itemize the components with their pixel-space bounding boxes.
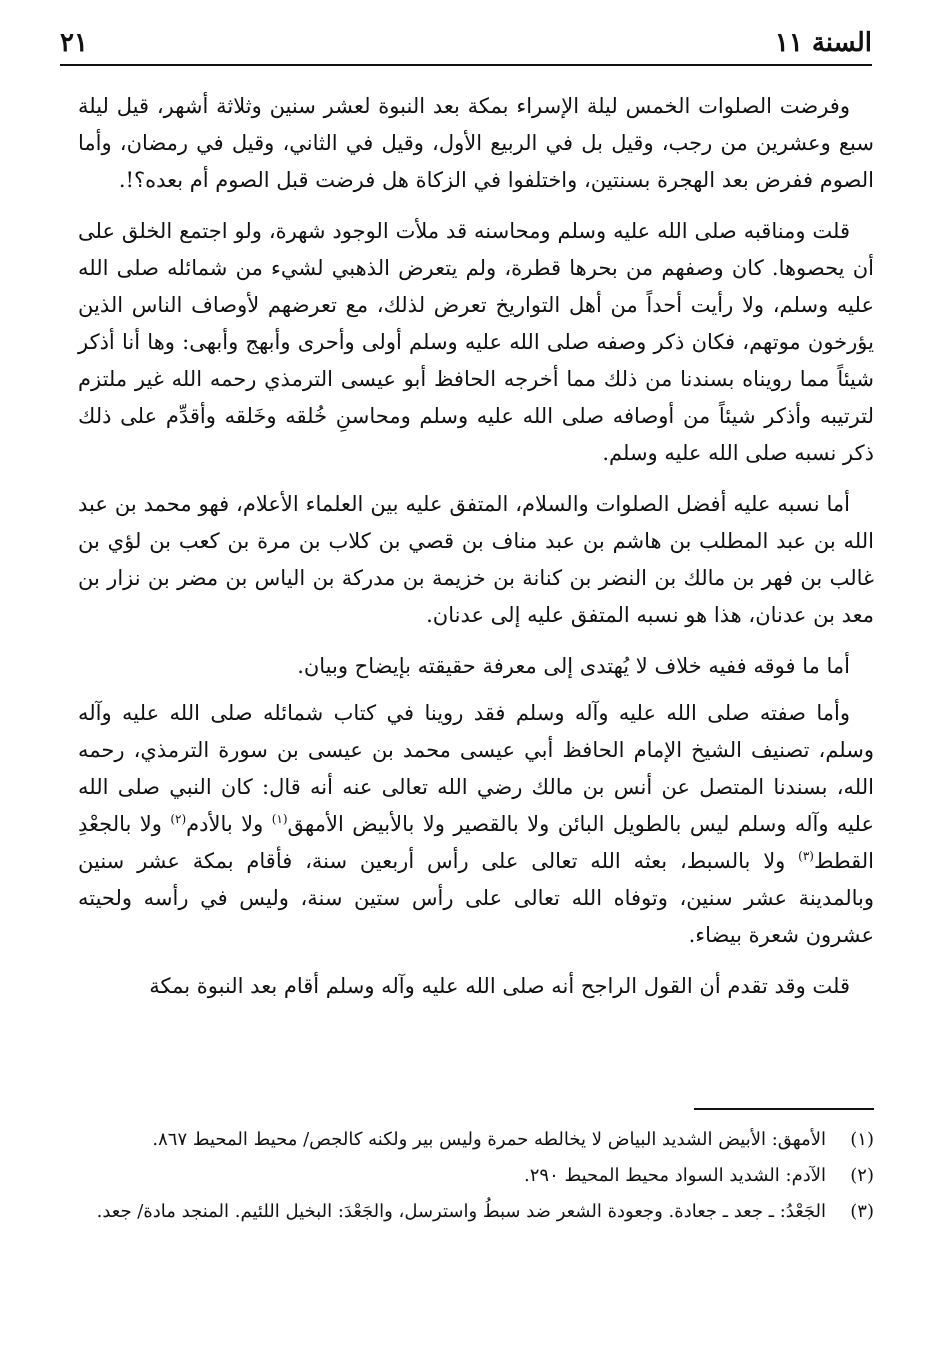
footnote-number: (١) <box>850 1129 874 1150</box>
running-head-year: السنة ١١ <box>774 28 872 58</box>
footnote-item <box>78 1196 874 1228</box>
footnote-ref: (٣) <box>798 849 814 863</box>
description-text: ولا بالجعْدِ القطط <box>78 812 874 873</box>
footnote-text: الآدم: الشديد السواد محيط المحيط ٢٩٠. <box>524 1165 826 1186</box>
footnote-ref: (١) <box>271 812 288 826</box>
paragraph-residence: قلت وقد تقدم أن القول الراجح أنه صلى الله عليه وآله وسلم أقام بعد النبوة بمكة <box>149 974 850 998</box>
page-number: ٢١ <box>60 28 88 58</box>
description-text: ولا بالسبط، بعثه الله تعالى على رأس أربعين سنة، فأقام بمكة عشر سنين وبالمدينة عشر سنين، وتوفاه الله تعالى على رأس ستين سنة، وليس في رأسه ولحيته عشرون شعرة بيضاء. <box>78 849 874 947</box>
paragraph-beyond-lineage: أما ما فوقه ففيه خلاف لا يُهتدى إلى معرفة حقيقته بإيضاح وبيان. <box>297 654 850 678</box>
footnote-item <box>78 1160 874 1192</box>
paragraph-description <box>78 695 874 954</box>
footnote-item <box>78 1124 874 1156</box>
footnote-divider <box>694 1108 874 1110</box>
footnote-number: (٣) <box>850 1201 874 1222</box>
paragraph-virtues: قلت ومناقبه صلى الله عليه وسلم ومحاسنه قد ملأت الوجود شهرة، ولو اجتمع الخلق على أن يحصوها. كان وصفهم من بحرها قطرة، ولم يتعرض الذهبي لشيء من شمائله صلى الله عليه وسلم، ولا رأيت أحداً من أهل التواريخ تعرض لذلك، مع تعرضهم لأوصاف الناس الذين يؤرخون موتهم، فكان ذكر وصفه صلى الله عليه وسلم أولى وأحرى وأبهج وأبهى: وها أنا أذكر شيئاً مما رويناه بسندنا من ذلك مما أخرجه الحافظ أبو عيسى الترمذي رحمه الله غير ملتزم لترتيبه وأذكر شيئاً من أوصافه صلى الله عليه وسلم ومحاسنِ خُلقه وخَلقه وأقدِّم على ذلك ذكر نسبه صلى الله عليه وسلم. <box>78 219 874 465</box>
description-text: ولا بالأدم <box>186 812 272 836</box>
main-text <box>78 88 874 1019</box>
paragraph-prayers: وفرضت الصلوات الخمس ليلة الإسراء بمكة بعد النبوة لعشر سنين وثلاثة أشهر، قيل ليلة سبع وعشرين من رجب، وقيل بل في الربيع الأول، وقيل في الثاني، وقيل في رمضان، وأما الصوم ففرض بعد الهجرة بسنتين، واختلفوا في الزكاة هل فرضت قبل الصوم أم بعده؟!. <box>78 94 874 192</box>
paragraph-lineage: أما نسبه عليه أفضل الصلوات والسلام، المتفق عليه بين العلماء الأعلام، فهو محمد بن عبد الله بن عبد المطلب بن هاشم بن عبد مناف بن قصي بن كلاب بن مرة بن كعب بن لؤي بن غالب بن فهر بن مالك بن النضر بن كنانة بن خزيمة بن مدركة بن الياس بن مضر بن نزار بن معد بن عدنان، هذا هو نسبه المتفق عليه إلى عدنان. <box>78 492 874 627</box>
footnote-text: الأمهق: الأبيض الشديد البياض لا يخالطه حمرة وليس بير ولكنه كالجص/ محيط المحيط ٨٦٧. <box>152 1129 826 1150</box>
footnote-number: (٢) <box>850 1165 874 1186</box>
footnote-ref: (٢) <box>170 812 187 826</box>
page-header <box>60 26 872 66</box>
footnotes <box>78 1124 874 1232</box>
footnote-text: الجَعْدُ: ـ جعد ـ جعادة. وجعودة الشعر ضد سبطُ واسترسل، والجَعْدَ: البخيل اللئيم. المنجد مادة/ جعد. <box>96 1201 826 1222</box>
description-text: وأما صفته صلى الله عليه وآله وسلم فقد روينا في كتاب شمائله صلى الله عليه وآله وسلم، تصنيف الشيخ الإمام الحافظ أبي عيسى محمد بن عيسى بن سورة الترمذي، رحمه الله، بسندنا المتصل عن أنس بن مالك رضي الله تعالى عنه أنه قال: كان النبي صلى الله عليه وآله وسلم ليس بالطويل البائن ولا بالقصير ولا بالأبيض الأمهق <box>78 701 874 836</box>
